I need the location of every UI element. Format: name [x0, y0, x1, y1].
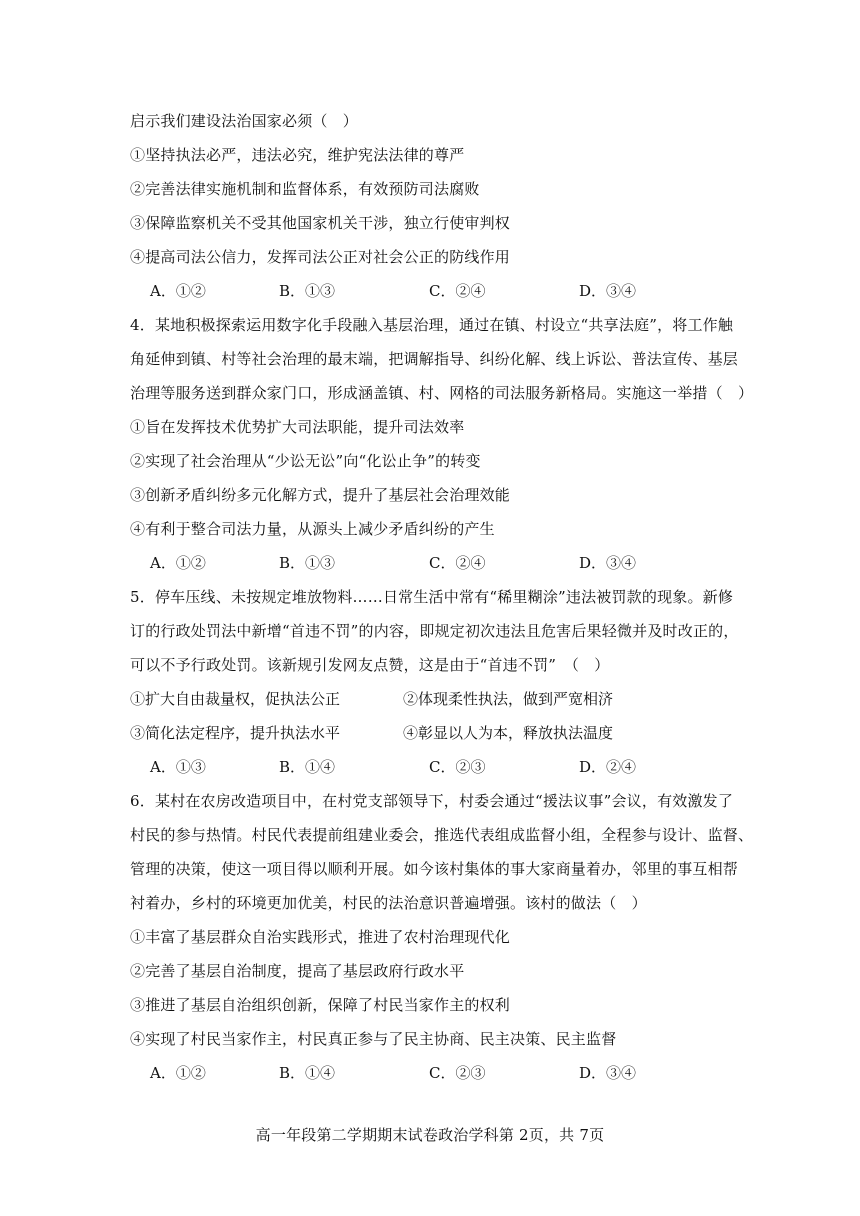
q6-answer-b: B．①④	[279, 1064, 336, 1082]
q5-option-2: ②体现柔性执法，做到严宽相济	[403, 690, 614, 708]
q3-option-2: ②完善法律实施机制和监督体系，有效预防司法腐败	[130, 180, 480, 198]
q3-option-4: ④提高司法公信力，发挥司法公正对社会公正的防线作用	[130, 248, 511, 266]
q5-answer-c: C．②③	[429, 758, 486, 776]
q4-answer-c: C．②④	[429, 554, 486, 572]
q6-stem-line-4: 衬着办，乡村的环境更加优美，村民的法治意识普遍增强。该村的做法（ ）	[130, 894, 647, 912]
q6-stem-line-3: 管理的决策，使这一项目得以顺利开展。如今该村集体的事大家商量着办，邻里的事互相帮	[130, 860, 739, 878]
q3-option-3: ③保障监察机关不受其他国家机关干涉，独立行使审判权	[130, 214, 511, 232]
q5-option-3: ③简化法定程序，提升执法水平	[130, 724, 341, 742]
q6-answer-d: D．③④	[579, 1064, 637, 1082]
q6-answer-c: C．②③	[429, 1064, 486, 1082]
q5-stem-line-2: 订的行政处罚法中新增“首违不罚”的内容，即规定初次违法且危害后果轻微并及时改正的，	[130, 622, 739, 640]
q3-answer-b: B．①③	[279, 282, 336, 300]
q4-answer-d: D．③④	[579, 554, 637, 572]
q3-answer-d: D．③④	[579, 282, 637, 300]
q4-answer-b: B．①③	[279, 554, 336, 572]
q6-option-2: ②完善了基层自治制度，提高了基层政府行政水平	[130, 962, 465, 980]
question-3-stem-end: 启示我们建设法治国家必须（ ）	[130, 112, 359, 130]
q3-answer-a: A．①②	[150, 282, 206, 300]
q6-stem-line-1: 6．某村在农房改造项目中，在村党支部领导下，村委会通过“援法议事”会议，有效激发了	[130, 792, 734, 810]
q5-answer-a: A．①③	[150, 758, 206, 776]
q4-option-2: ②实现了社会治理从“少讼无讼”向“化讼止争”的转变	[130, 452, 481, 470]
q3-option-1: ①坚持执法必严，违法必究，维护宪法法律的尊严	[130, 146, 465, 164]
q3-answer-c: C．②④	[429, 282, 486, 300]
q5-option-1: ①扩大自由裁量权，促执法公正	[130, 690, 341, 708]
q6-option-4: ④实现了村民当家作主，村民真正参与了民主协商、民主决策、民主监督	[130, 1030, 617, 1048]
q6-option-3: ③推进了基层自治组织创新，保障了村民当家作主的权利	[130, 996, 511, 1014]
q4-option-3: ③创新矛盾纠纷多元化解方式，提升了基层社会治理效能	[130, 486, 511, 504]
page-footer: 高一年段第二学期期末试卷政治学科第 2页，共 7页	[255, 1126, 605, 1144]
q5-answer-d: D．②④	[579, 758, 637, 776]
q6-stem-line-2: 村民的参与热情。村民代表提前组建业委会，推选代表组成监督小组，全程参与设计、监督、	[130, 826, 754, 844]
q4-option-1: ①旨在发挥技术优势扩大司法职能，提升司法效率	[130, 418, 465, 436]
q4-option-4: ④有利于整合司法力量，从源头上减少矛盾纠纷的产生	[130, 520, 495, 538]
q6-option-1: ①丰富了基层群众自治实践形式，推进了农村治理现代化	[130, 928, 511, 946]
q4-answer-a: A．①②	[150, 554, 206, 572]
q5-stem-line-3: 可以不予行政处罚。该新规引发网友点赞，这是由于“首违不罚” （ ）	[130, 656, 610, 674]
q4-stem-line-1: 4．某地积极探索运用数字化手段融入基层治理，通过在镇、村设立“共享法庭”，将工作触	[130, 316, 734, 334]
q4-stem-line-2: 角延伸到镇、村等社会治理的最末端，把调解指导、纠纷化解、线上诉讼、普法宣传、基层	[130, 350, 739, 368]
q6-answer-a: A．①②	[150, 1064, 206, 1082]
q5-answer-b: B．①④	[279, 758, 336, 776]
q4-stem-line-3: 治理等服务送到群众家门口，形成涵盖镇、村、网格的司法服务新格局。实施这一举措（ ）	[130, 384, 754, 402]
q5-stem-line-1: 5．停车压线、未按规定堆放物料……日常生活中常有“稀里糊涂”违法被罚款的现象。新修	[130, 588, 734, 606]
q5-option-4: ④彰显以人为本，释放执法温度	[403, 724, 614, 742]
